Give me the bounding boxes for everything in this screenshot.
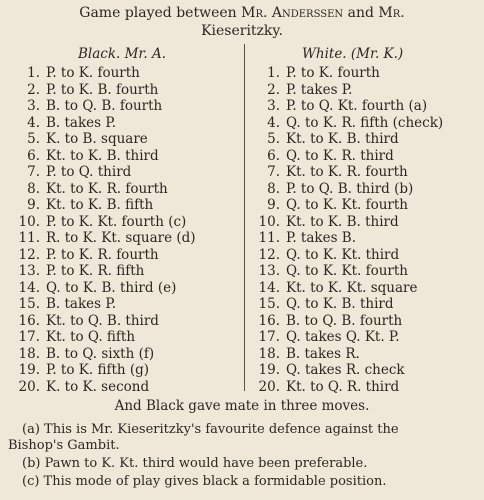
move-text: Q. takes Q. Kt. P.	[286, 329, 400, 345]
move-number: 9.	[27, 197, 40, 213]
black-move-12	[10, 247, 242, 264]
move-text: Q. to K. B. third	[286, 296, 394, 312]
move-text: R. to K. Kt. square (d)	[46, 230, 196, 246]
white-move-3	[250, 98, 480, 115]
move-text: P. to Q. Kt. fourth (a)	[286, 98, 428, 114]
black-move-8	[10, 181, 242, 198]
move-number: 15.	[258, 296, 280, 312]
black-move-15	[10, 296, 242, 313]
move-number: 2.	[27, 81, 40, 98]
white-move-14	[250, 280, 480, 297]
black-move-7	[10, 164, 242, 181]
footnote-a-continued: Bishop's Gambit.	[8, 438, 120, 453]
column-divider	[244, 44, 245, 391]
white-move-6	[250, 148, 480, 165]
footnote-b: (b) Pawn to K. Kt. third would have been preferable.	[22, 456, 368, 471]
white-move-16	[250, 313, 480, 330]
white-move-17	[250, 329, 480, 346]
title-prefix: Game played between	[79, 5, 242, 21]
move-number: 2.	[267, 81, 280, 98]
move-text: B. takes R.	[286, 345, 360, 362]
move-number: 1.	[267, 65, 280, 81]
move-text: Kt. to K. R. fourth	[286, 164, 408, 180]
game-result: And Black gave mate in three moves.	[114, 398, 370, 414]
move-number: 4.	[27, 114, 40, 131]
footnote-c: (c) This mode of play gives black a formidable position.	[22, 474, 387, 489]
move-text: Kt. to K. R. fourth	[46, 180, 168, 197]
move-text: Kt. to K. B. third	[286, 213, 399, 230]
move-text: Q. to K. Kt. fourth	[286, 263, 408, 279]
move-number: 4.	[267, 114, 280, 131]
move-text: P. to K. Kt. fourth (c)	[46, 213, 187, 230]
move-number: 10.	[258, 213, 280, 230]
white-move-19	[250, 362, 480, 379]
move-text: P. to Q. third	[46, 164, 132, 180]
white-move-18	[250, 346, 480, 363]
move-text: B. to Q. B. fourth	[286, 312, 403, 329]
move-text: Q. to K. R. fifth (check)	[286, 114, 444, 131]
move-number: 6.	[27, 147, 40, 164]
move-text: K. to B. square	[46, 131, 148, 147]
black-move-6	[10, 148, 242, 165]
game-title-line-2: Kieseritzky.	[201, 23, 283, 39]
black-move-17	[10, 329, 242, 346]
move-number: 14.	[18, 279, 40, 296]
player-title-mr: Mr.	[378, 5, 405, 21]
move-number: 19.	[258, 362, 280, 378]
move-number: 13.	[258, 263, 280, 279]
move-number: 8.	[267, 180, 280, 197]
move-text: P. to K. fifth (g)	[46, 362, 150, 378]
black-move-14	[10, 280, 242, 297]
black-column-heading: Black. Mr. A.	[78, 46, 167, 62]
move-text: K. to K. second	[46, 378, 150, 395]
move-number: 12.	[18, 246, 40, 263]
white-move-12	[250, 247, 480, 264]
black-move-13	[10, 263, 242, 280]
black-move-10	[10, 214, 242, 231]
move-number: 20.	[258, 378, 280, 395]
move-text: B. to Q. sixth (f)	[46, 345, 155, 362]
white-move-9	[250, 197, 480, 214]
move-text: P. to K. B. fourth	[46, 81, 159, 98]
move-text: B. to Q. B. fourth	[46, 98, 163, 114]
white-move-10	[250, 214, 480, 231]
white-move-2	[250, 82, 480, 99]
white-move-4	[250, 115, 480, 132]
black-move-1	[10, 65, 242, 82]
move-number: 19.	[18, 362, 40, 378]
black-move-3	[10, 98, 242, 115]
move-number: 17.	[258, 329, 280, 345]
footnote-a: (a) This is Mr. Kieseritzky's favourite defence against the	[22, 422, 399, 437]
white-move-7	[250, 164, 480, 181]
move-number: 20.	[18, 378, 40, 395]
move-number: 8.	[27, 180, 40, 197]
move-number: 11.	[258, 230, 280, 246]
black-moves-list	[10, 65, 242, 395]
black-move-11	[10, 230, 242, 247]
title-and: and	[343, 5, 379, 21]
black-move-2	[10, 82, 242, 99]
white-move-1	[250, 65, 480, 82]
black-move-19	[10, 362, 242, 379]
move-text: Kt. to Q. B. third	[46, 312, 159, 329]
move-text: P. to K. R. fourth	[46, 246, 159, 263]
move-text: P. to K. R. fifth	[46, 263, 145, 279]
move-number: 16.	[18, 312, 40, 329]
move-text: B. takes P.	[46, 296, 117, 312]
move-number: 11.	[18, 230, 40, 246]
move-number: 3.	[27, 98, 40, 114]
move-number: 5.	[267, 131, 280, 147]
move-number: 18.	[18, 345, 40, 362]
white-move-15	[250, 296, 480, 313]
move-number: 6.	[267, 147, 280, 164]
move-number: 9.	[267, 197, 280, 213]
move-text: Q. to K. Kt. fourth	[286, 197, 408, 213]
black-move-16	[10, 313, 242, 330]
move-number: 1.	[27, 65, 40, 81]
move-number: 7.	[27, 164, 40, 180]
move-text: P. to K. fourth	[46, 65, 140, 81]
move-number: 15.	[18, 296, 40, 312]
move-text: P. to K. fourth	[286, 65, 380, 81]
move-number: 3.	[267, 98, 280, 114]
white-move-8	[250, 181, 480, 198]
move-text: Kt. to Q. fifth	[46, 329, 136, 345]
move-text: Kt. to K. B. third	[286, 131, 399, 147]
black-move-5	[10, 131, 242, 148]
black-move-4	[10, 115, 242, 132]
move-number: 13.	[18, 263, 40, 279]
move-text: Kt. to K. B. third	[46, 147, 159, 164]
move-number: 7.	[267, 164, 280, 180]
move-text: Kt. to Q. R. third	[286, 378, 400, 395]
move-number: 16.	[258, 312, 280, 329]
move-number: 18.	[258, 345, 280, 362]
white-move-11	[250, 230, 480, 247]
white-move-20	[250, 379, 480, 396]
move-text: P. takes P.	[286, 81, 353, 98]
game-title-line-1	[0, 4, 484, 22]
black-move-9	[10, 197, 242, 214]
move-text: P. takes B.	[286, 230, 357, 246]
move-number: 17.	[18, 329, 40, 345]
move-number: 14.	[258, 279, 280, 296]
white-column-heading: White. (Mr. K.)	[302, 46, 404, 62]
move-text: B. takes P.	[46, 114, 117, 131]
move-text: Kt. to K. Kt. square	[286, 279, 418, 296]
move-number: 10.	[18, 213, 40, 230]
move-text: Q. to K. R. third	[286, 147, 394, 164]
move-text: P. to Q. B. third (b)	[286, 180, 414, 197]
move-text: Q. to K. B. third (e)	[46, 279, 177, 296]
black-move-18	[10, 346, 242, 363]
player-name-anderssen: Mr. Anderssen	[241, 5, 344, 21]
move-number: 5.	[27, 131, 40, 147]
move-text: Q. takes R. check	[286, 362, 405, 378]
white-move-5	[250, 131, 480, 148]
black-move-20	[10, 379, 242, 396]
white-move-13	[250, 263, 480, 280]
move-text: Kt. to K. B. fifth	[46, 197, 154, 213]
white-moves-list	[250, 65, 480, 395]
move-number: 12.	[258, 246, 280, 263]
move-text: Q. to K. Kt. third	[286, 246, 400, 263]
